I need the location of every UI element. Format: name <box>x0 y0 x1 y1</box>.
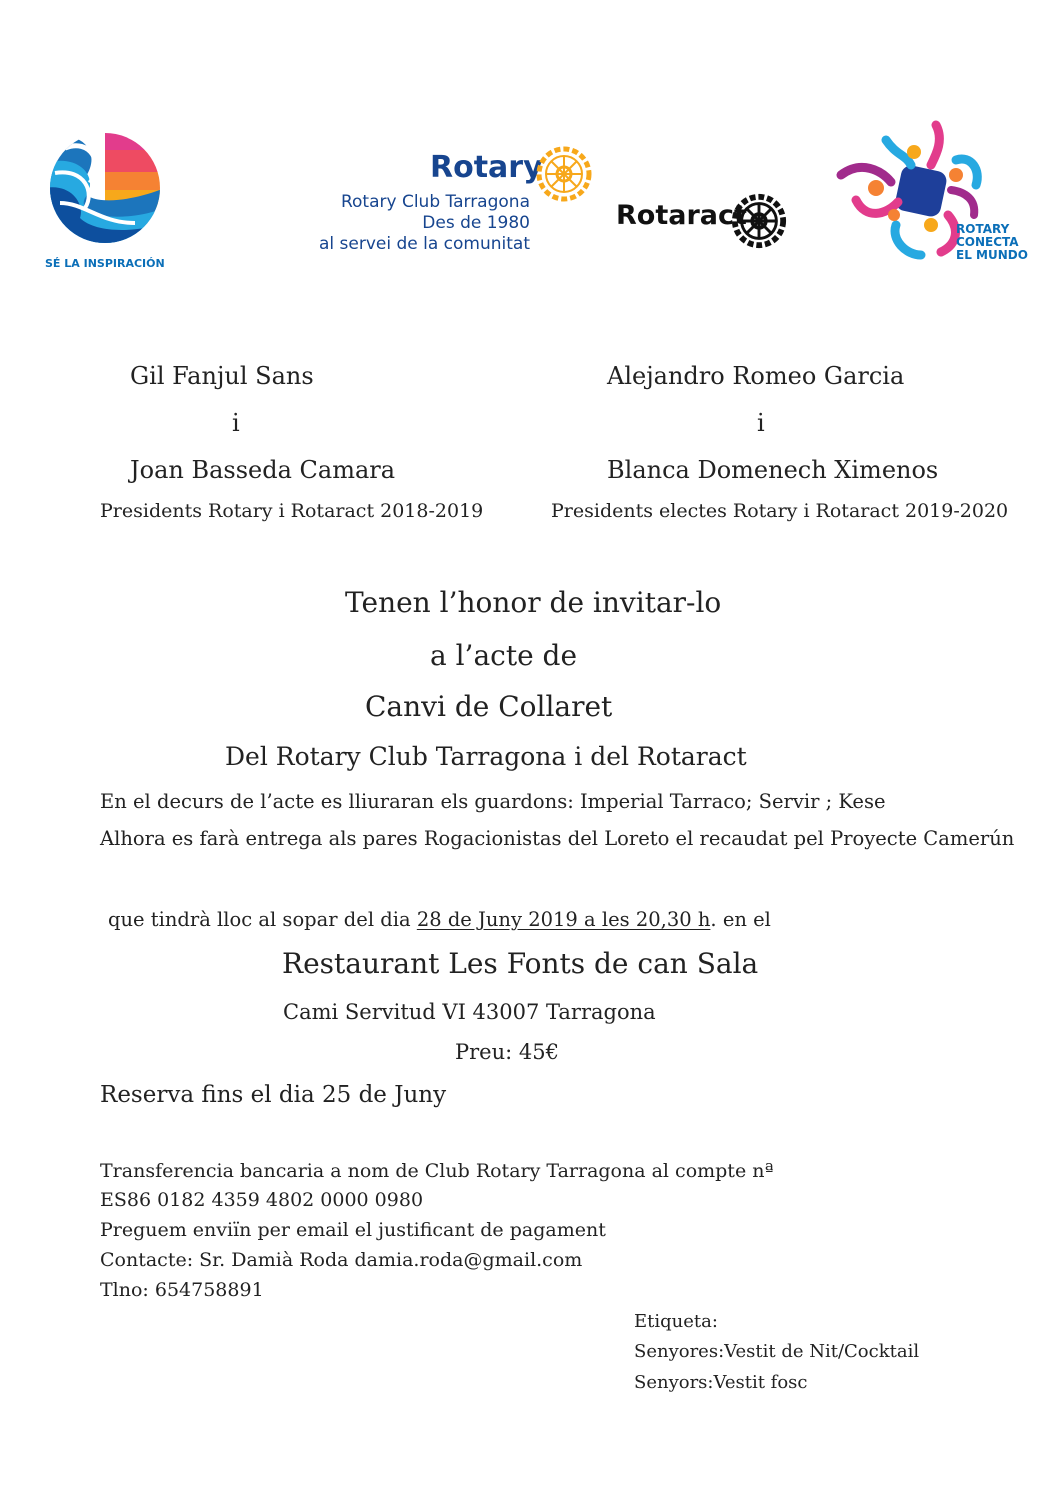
payment-phone: Tlno: 654758891 <box>100 1279 264 1301</box>
club-line-2: Des de 1980 <box>422 213 530 233</box>
payment-contact: Contacte: Sr. Damià Roda damia.roda@gmail.com <box>100 1249 583 1271</box>
host-left-name-2: Joan Basseda Camara <box>130 456 396 484</box>
invitation-line-3: Canvi de Collaret <box>365 690 613 723</box>
event-venue: Restaurant Les Fonts de can Sala <box>282 947 759 980</box>
event-when-line <box>108 908 771 931</box>
host-left-role: Presidents Rotary i Rotaract 2018-2019 <box>100 500 484 522</box>
theme-logo-text: SÉ LA INSPIRACIÓN <box>45 257 165 270</box>
conecta-line-3: EL MUNDO <box>956 248 1028 262</box>
host-right-role: Presidents electes Rotary i Rotaract 2019-2020 <box>551 500 1009 522</box>
rotaract-wheel-icon <box>730 192 788 250</box>
event-suffix: . en el <box>710 908 771 931</box>
invitation-line-2: a l’acte de <box>430 639 578 672</box>
club-line-3: al servei de la comunitat <box>318 234 530 254</box>
theme-logo-se-la-inspiracion <box>40 128 170 278</box>
host-right-name-1: Alejandro Romeo Garcia <box>607 362 905 390</box>
rotaract-logo <box>614 188 789 258</box>
event-date: 28 de Juny 2019 a les 20,30 h <box>416 908 711 931</box>
host-left-name-1: Gil Fanjul Sans <box>130 362 314 390</box>
host-right-name-2: Blanca Domenech Ximenos <box>607 456 939 484</box>
conecta-line-1: ROTARY <box>956 222 1010 236</box>
rotary-wordmark: Rotary <box>430 150 543 185</box>
host-left-conjunction: i <box>232 409 240 437</box>
wave-emblem-icon <box>45 128 165 248</box>
host-right-conjunction: i <box>757 409 765 437</box>
event-price: Preu: 45€ <box>455 1040 559 1064</box>
dress-code-ladies: Senyores:Vestit de Nit/Cocktail <box>634 1341 920 1362</box>
invitation-line-6: Alhora es farà entrega als pares Rogacionistas del Loreto el recaudat pel Proyecte Camerún <box>100 827 1015 850</box>
rotary-wheel-icon <box>534 144 594 204</box>
club-line-1: Rotary Club Tarragona <box>340 192 530 212</box>
event-reservation: Reserva fins el dia 25 de Juny <box>100 1082 447 1108</box>
rotary-club-logo <box>320 140 600 260</box>
payment-line-1: Transferencia bancaria a nom de Club Rotary Tarragona al compte nª <box>100 1160 774 1182</box>
rotary-conecta-logo <box>836 120 1036 270</box>
dress-code-men: Senyors:Vestit fosc <box>634 1372 808 1393</box>
event-address: Cami Servitud VI 43007 Tarragona <box>283 1000 656 1024</box>
dress-code-title: Etiqueta: <box>634 1311 718 1332</box>
rotaract-wordmark: Rotaract <box>616 200 747 231</box>
invitation-line-1: Tenen l’honor de invitar-lo <box>345 586 722 619</box>
payment-line-3: Preguem enviïn per email el justificant de pagament <box>100 1219 606 1241</box>
payment-iban: ES86 0182 4359 4802 0000 0980 <box>100 1189 424 1211</box>
invitation-line-4: Del Rotary Club Tarragona i del Rotaract <box>225 742 747 771</box>
event-prefix: que tindrà lloc al sopar del dia <box>108 908 417 931</box>
invitation-line-5: En el decurs de l’acte es lliuraran els guardons: Imperial Tarraco; Servir ; Kese <box>100 790 886 813</box>
conecta-line-2: CONECTA <box>956 235 1019 249</box>
